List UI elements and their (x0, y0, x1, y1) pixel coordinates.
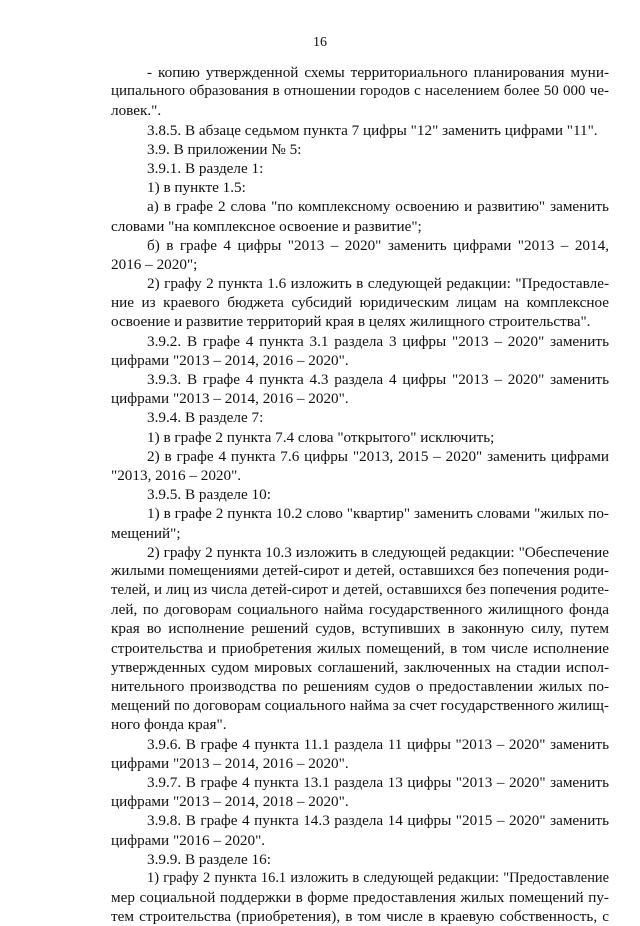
text-line: 1) в графе 2 пункта 7.4 слова "открытого" исключить; (147, 428, 495, 446)
text-line: 3.9.5. В разделе 10: (147, 486, 271, 504)
text-line: 2016 – 2020"; (111, 255, 198, 273)
text-line: освоение и развитие территорий края в целях жилищного строительства". (111, 313, 591, 331)
text-line: 3.9.1. В разделе 1: (147, 159, 264, 177)
text-line: 3.9.3. В графе 4 пункта 4.3 раздела 4 цифры "2013 – 2020" заменить (147, 371, 609, 388)
text-line: края во исполнение решений судов, вступивших в законную силу, путем (111, 620, 609, 638)
text-line: 3.9.9. В разделе 16: (147, 850, 271, 868)
text-line: цифрами "2013 – 2014, 2016 – 2020". (111, 390, 349, 408)
text-line: цифрами "2013 – 2014, 2016 – 2020". (111, 351, 349, 369)
text-line: 3.9.7. В графе 4 пункта 13.1 раздела 13 цифры "2013 – 2020" заменить (147, 773, 609, 791)
text-line: 1) в графе 2 пункта 10.2 слово "квартир" заменить словами "жилых по- (147, 505, 609, 523)
text-line: лей, по договорам социального найма государственного жилищного фонда (111, 601, 609, 619)
text-line: нительного производства по решениям судов о предоставлении жилых по- (111, 678, 609, 695)
text-line: 3.8.5. В абзаце седьмом пункта 7 цифры "12" заменить цифрами "11". (147, 121, 598, 139)
text-line: 1) графу 2 пункта 16.1 изложить в следующей редакции: "Предоставление (147, 869, 609, 886)
text-line: 3.9.4. В разделе 7: (147, 409, 264, 427)
text-line: "2013, 2016 – 2020". (111, 466, 242, 484)
page-number: 16 (313, 35, 327, 50)
text-line: ного фонда края". (111, 716, 227, 734)
text-line: 2) графу 2 пункта 1.6 изложить в следующей редакции: "Предоставле- (147, 275, 609, 293)
text-line: мер социальной поддержки в форме предоставления жилых помещений пу- (111, 889, 609, 907)
text-line: утвержденных судом мировых соглашений, заключенных на стадии испол- (111, 658, 609, 676)
text-line: ние из краевого бюджета субсидий юридическим лицам на комплексное (111, 294, 609, 312)
text-line: 1) в пункте 1.5: (147, 179, 246, 197)
text-line: строительства и приобретения жилых помещений, в том числе исполнение (111, 639, 609, 657)
text-line: 2) в графе 4 пункта 7.6 цифры "2013, 2015 – 2020" заменить цифрами (147, 447, 609, 465)
text-line: б) в графе 4 цифры "2013 – 2020" заменить цифрами "2013 – 2014, (147, 236, 609, 254)
text-line: 3.9.6. В графе 4 пункта 11.1 раздела 11 цифры "2013 – 2020" заменить (147, 735, 609, 753)
text-line: 3.9.2. В графе 4 пункта 3.1 раздела 3 цифры "2013 – 2020" заменить (147, 332, 609, 350)
document-body (111, 63, 609, 926)
text-line: ловек.". (111, 102, 162, 120)
text-line: - копию утвержденной схемы территориального планирования муни- (147, 64, 609, 81)
text-line: ципального образования в отношении городов с населением более 50 000 че- (111, 83, 609, 100)
text-line: 3.9.8. В графе 4 пункта 14.3 раздела 14 цифры "2015 – 2020" заменить (147, 812, 609, 830)
text-line: цифрами "2013 – 2014, 2018 – 2020". (111, 793, 349, 811)
text-line: жилыми помещениями детей-сирот и детей, оставшихся без попечения роди- (111, 562, 609, 579)
text-line: мещений"; (111, 524, 181, 542)
text-line: 2) графу 2 пункта 10.3 изложить в следующей редакции: "Обеспечение (147, 543, 609, 561)
text-line: мещений по договорам социального найма за счет государственного жилищ- (111, 697, 609, 715)
text-line: тем строительства (приобретения), в том числе в краевую собственность, с (111, 908, 609, 926)
text-line: цифрами "2013 – 2014, 2016 – 2020". (111, 754, 349, 772)
text-line: а) в графе 2 слова "по комплексному освоению и развитию" заменить (147, 198, 609, 216)
text-line: 3.9. В приложении № 5: (147, 140, 302, 158)
text-line: цифрами "2016 – 2020". (111, 831, 266, 849)
text-line: словами "на комплексное освоение и развитие"; (111, 217, 422, 235)
text-line: телей, и лиц из числа детей-сирот и детей, оставшихся без попечения родите- (111, 582, 609, 599)
